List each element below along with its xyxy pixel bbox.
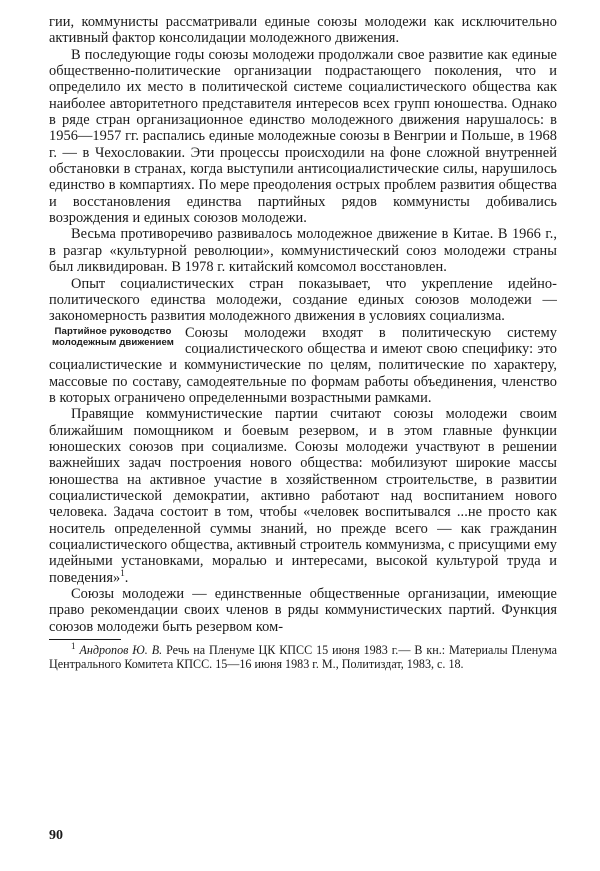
paragraph-recommendation: Союзы молодежи — единственные общественные организации, имеющие право рекомендации своих членов в ряды коммунистических партий. Функция союзов молодежи быть резервом ком- (49, 586, 557, 635)
footnote-text: Речь на Пленуме ЦК КПСС 15 июня 1983 г.— В кн.: Материалы Пленума Центрального Комитета КПСС. 15—16 июня 1983 г. М., Политиздат, 1983, с. 18. (49, 643, 557, 672)
footnote (49, 643, 557, 671)
sidenote-section (49, 325, 557, 407)
footnote-author: Андропов Ю. В. (79, 643, 163, 658)
paragraph-continuation: гии, коммунисты рассматривали единые союзы молодежи как исключительно активный фактор консолидации молодежного движения. (49, 14, 557, 47)
page-number: 90 (49, 828, 63, 843)
paragraph-china: Весьма противоречиво развивалось молодежное движение в Китае. В 1966 г., в разгар «культурной революции», коммунистический союз молодежи страны был ликвидирован. В 1978 г. китайский комсомол восстановлен. (49, 226, 557, 276)
margin-heading: Партийное руководство молодежным движением (51, 325, 175, 348)
page-body (49, 14, 557, 671)
paragraph-youth-unions-development: В последующие годы союзы молодежи продолжали свое развитие как единые общественно-политические организации подрастающего поколения, что и определило их место в политической системе социалистического общества как наиболее авторитетного представителя интересов всех групп юношества. Однако в ряде стран организационное единство молодежного движения нарушалось: в 1956—1957 гг. распались единые молодежные союзы в Венгрии и Польше, в 1968 г. — в Чехословакии. Эти процессы происходили на фоне сложной внутренней обстановки в странах, когда выступили антисоциалистические силы, нарушилось единство в компартиях. По мере преодоления острых проблем развития общества и восстановления единства партийных рядов коммунисты добивались возрождения и единых союзов молодежи. (49, 46, 557, 227)
paragraph-party-reserve: Правящие коммунистические партии считают союзы молодежи своим ближайшим помощником и боевым резервом, и в этом главные функции юношеских союзов при социализме. Союзы молодежи участвуют в решении важнейших задач построения нового общества: мобилизуют широкие массы юношества на активное участие в хозяйственном строительстве, в развитии социалистической демократии, активно работают над воспитанием нового человека. Задача состоит в том, чтобы «человек воспитывался ...не просто как носитель определенной суммы знаний, но прежде всего — как гражданин социалистического общества, активный строитель коммунизма, с присущими ему идейными установками, моралью и интересами, высокой культурой труда и поведения»$^1$. (49, 406, 557, 586)
footnote-marker: 1 (71, 641, 76, 652)
paragraph-experience: Опыт социалистических стран показывает, что укрепление идейно-политического единства молодежи, создание единых союзов молодежи — закономерность развития молодежного движения в условиях социализма. (49, 275, 557, 325)
footnote-ref: 1 (120, 567, 125, 578)
paragraph-political-system: Союзы молодежи входят в политическую систему социалистического общества и имеют свою специфику: это социалистические и коммунистические по целям, политические по характеру, массовые по составу, самодеятельные по формам работы объединения, членство в которых ограничено определенными возрастными рамками. (49, 324, 557, 406)
paragraph-party-reserve-text: Правящие коммунистические партии считают союзы молодежи своим ближайшим помощником и боевым резервом, и в этом главные функции юношеских союзов при социализме. Союзы молодежи участвуют в решении важнейших задач построения нового общества: мобилизуют широкие массы юношества на активное участие в хозяйственном строительстве, в развитии социалистической демократии, активно работают над воспитанием нового человека. Задача состоит в том, чтобы «человек воспитывался ...не просто как носитель определенной суммы знаний, но прежде всего — как гражданин социалистического общества, активный строитель коммунизма, с присущими ему идейными установками, моралью и интересами, высокой культурой труда и поведения» (49, 406, 557, 586)
footnote-divider (49, 639, 121, 640)
